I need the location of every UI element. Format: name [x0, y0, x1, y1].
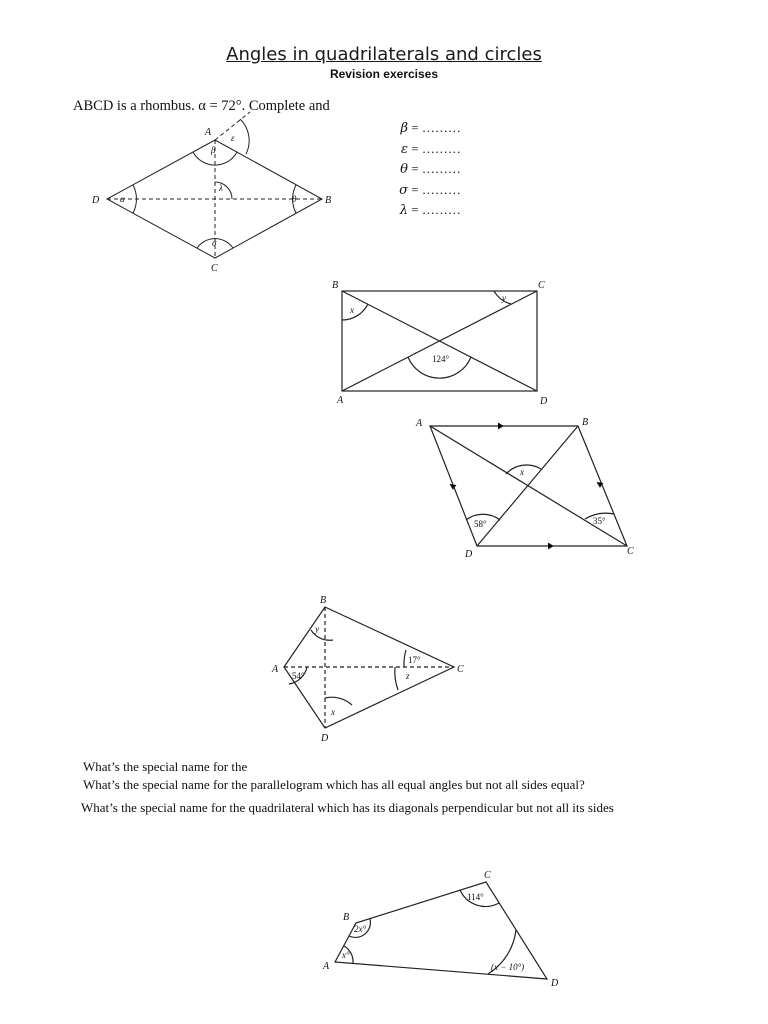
- rhombus-question: ABCD is a rhombus. α = 72°. Complete and: [73, 98, 330, 114]
- angle-label-y: y: [502, 293, 506, 303]
- angle-label-x: x: [331, 707, 335, 717]
- vertex-label-C: C: [211, 263, 218, 274]
- vertex-label-C: C: [627, 546, 634, 557]
- vertex-label-A: A: [323, 961, 330, 972]
- page-title: Angles in quadrilaterals and circles: [226, 44, 542, 65]
- vertex-label-D: D: [551, 978, 559, 989]
- answer-symbol: λ: [399, 203, 408, 218]
- vertex-label-B: B: [325, 195, 332, 206]
- angle-label-y: y: [315, 624, 319, 634]
- answer-symbol: ε: [401, 141, 408, 157]
- page-subtitle: Revision exercises: [329, 67, 439, 81]
- angle-label-x: x°: [342, 950, 350, 960]
- angle-label-sigma: σ: [212, 238, 217, 248]
- angle-label-theta: θ: [292, 194, 297, 204]
- vertex-label-A: A: [416, 418, 423, 429]
- angle-label-54: 54°: [292, 671, 305, 681]
- angle-label-114: 114°: [467, 892, 484, 902]
- question-1: What’s the special name for the: [83, 759, 248, 774]
- angle-label-beta: β: [211, 145, 216, 155]
- vertex-label-B: B: [582, 417, 589, 428]
- vertex-label-D: D: [540, 396, 548, 407]
- vertex-label-C: C: [457, 664, 464, 675]
- vertex-label-D: D: [465, 549, 473, 560]
- vertex-label-A: A: [337, 395, 344, 406]
- angle-label-x-minus-10: (x − 10°): [491, 962, 525, 972]
- vertex-label-D: D: [321, 733, 329, 744]
- angle-label-x: x: [350, 305, 354, 315]
- vertex-label-B: B: [332, 280, 339, 291]
- angle-label-lambda: λ: [219, 183, 223, 193]
- angle-label-epsilon: ε: [231, 133, 235, 143]
- answer-symbol: θ: [400, 162, 408, 177]
- angle-label-35: 35°: [593, 516, 606, 526]
- angle-label-2x: 2x°: [354, 924, 367, 934]
- angle-label-124: 124°: [432, 354, 450, 364]
- answer-symbol: β: [400, 121, 408, 136]
- answer-blank[interactable]: = ………: [411, 120, 461, 135]
- angle-label-z: z: [406, 671, 410, 681]
- vertex-label-C: C: [538, 280, 545, 291]
- vertex-label-C: C: [484, 870, 491, 881]
- answer-blank[interactable]: = ………: [411, 161, 461, 176]
- answer-blank[interactable]: = ………: [411, 202, 461, 217]
- vertex-label-B: B: [320, 595, 327, 606]
- vertex-label-A: A: [205, 127, 212, 138]
- vertex-label-B: B: [343, 912, 350, 923]
- vertex-label-D: D: [92, 195, 100, 206]
- angle-label-alpha: α: [120, 194, 125, 204]
- answer-blank[interactable]: = ………: [411, 181, 461, 197]
- answer-symbol: σ: [399, 182, 408, 198]
- angle-label-x: x: [520, 467, 524, 477]
- answer-blank[interactable]: = ………: [411, 140, 461, 156]
- question-3: What’s the special name for the quadrilateral which has its diagonals perpendicular but not all its sides: [81, 800, 614, 815]
- question-2: What’s the special name for the parallelogram which has all equal angles but not all sides equal?: [83, 777, 585, 792]
- vertex-label-A: A: [272, 664, 279, 675]
- angle-label-17: 17°: [408, 655, 421, 665]
- angle-label-58: 58°: [474, 519, 487, 529]
